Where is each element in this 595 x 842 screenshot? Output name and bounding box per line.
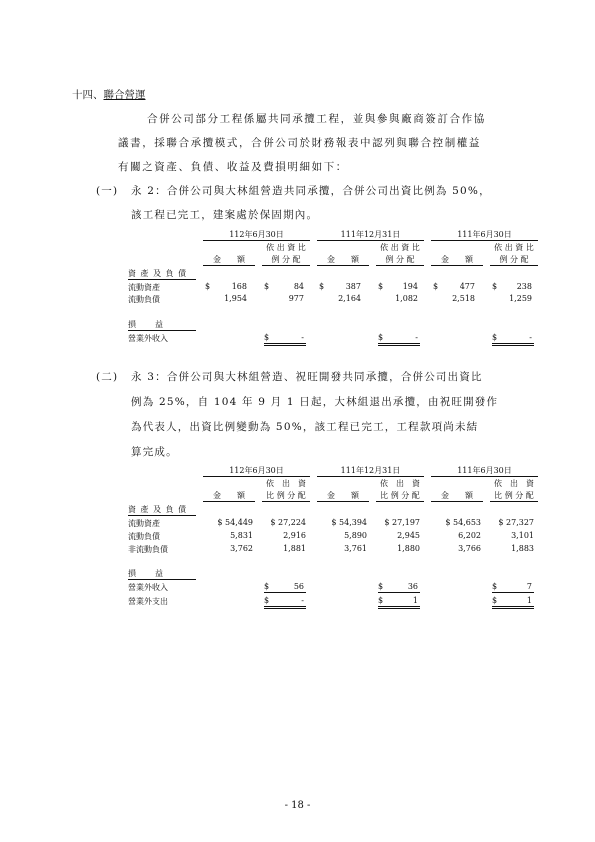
t2-ratio-top-1: 依 出 資	[266, 479, 306, 488]
t1-amount-3: 金 額	[431, 254, 483, 266]
t1-ratio-bot-2: 例 分 配	[376, 254, 424, 266]
t1-row-header: 資 產 及 負 債	[128, 268, 196, 280]
item1-line-1: 永 2：合併公司與大林組營造共同承攬，合併公司出資比例為 50%，	[131, 185, 491, 197]
t1-amount-2: 金 額	[317, 254, 369, 266]
t1-cell: 1,259	[509, 294, 532, 303]
t1-cell: 1,954	[224, 294, 247, 303]
t1-cell: 238	[516, 282, 532, 291]
t2-pl-cell: $ 1	[378, 596, 420, 609]
t1-cell: $	[319, 282, 325, 291]
t1-cell: $	[492, 282, 498, 291]
t2-cell: $ 54,394	[331, 518, 367, 527]
t1-cell: $	[264, 282, 270, 291]
t2-pl-cell: $ 36	[378, 582, 418, 591]
t2-amount-1: 金 額	[203, 490, 255, 502]
item2-line-3: 為代表人，出資比例變動為 50%，該工程已完工，工程款項尚未結	[131, 421, 479, 433]
t2-pl-header: 損 益	[128, 568, 196, 580]
t2-pl-cell: $ -	[264, 596, 306, 609]
section-heading	[72, 87, 146, 102]
t1-cell: 977	[288, 294, 304, 303]
t1-cell: 1,082	[395, 294, 418, 303]
t2-period-2: 111年12月31日	[317, 465, 424, 477]
item2-label: (二)	[96, 371, 119, 383]
t1-pl-cell: $ -	[378, 333, 420, 346]
t2-pl-label: 營業外收入	[128, 583, 168, 592]
t1-period-3: 111年6月30日	[431, 229, 538, 241]
intro-line-2: 議書，採聯合承攬模式，合併公司於財務報表中認列與聯合控制權益	[118, 137, 481, 149]
t1-cell: 2,518	[452, 294, 475, 303]
t1-cell: 194	[402, 282, 418, 291]
item2-line-4: 算完成。	[131, 446, 178, 458]
t1-period-1: 112年6月30日	[203, 229, 310, 241]
t2-cell: $ 27,197	[384, 518, 420, 527]
t2-row-label: 流動負債	[128, 532, 160, 541]
t1-ratio-bot-1: 例 分 配	[262, 254, 310, 266]
t2-cell: 2,945	[397, 531, 420, 540]
t1-ratio-top-3: 依 出 資 比	[494, 243, 534, 252]
t1-row-label: 流動資產	[128, 283, 160, 292]
section-number: 十四、	[72, 89, 104, 101]
t2-cell: 6,202	[458, 531, 481, 540]
t1-pl-header: 損 益	[128, 319, 196, 331]
intro-line-3: 有關之資產、負債、收益及費損明細如下：	[118, 161, 348, 173]
t1-cell: 477	[459, 282, 475, 291]
t2-cell: 5,831	[230, 531, 253, 540]
item1-label: (一)	[96, 185, 119, 197]
t1-amount-1: 金 額	[203, 254, 255, 266]
item2-line-2: 例為 25%，自 104 年 9 月 1 日起，大林組退出承攬，由祝旺開發作	[131, 396, 499, 408]
t1-cell: 387	[345, 282, 361, 291]
item1-line-2: 該工程已完工，建案處於保固期內。	[131, 209, 319, 221]
t1-ratio-top-1: 依 出 資 比	[266, 243, 306, 252]
section-title: 聯合營運	[103, 89, 146, 101]
item2-line-1: 永 3：合併公司與大林組營造、祝旺開發共同承攬，合併公司出資比	[131, 371, 483, 383]
t2-cell: 1,881	[283, 544, 306, 553]
t2-ratio-top-3: 依 出 資	[494, 479, 534, 488]
t2-cell: 1,880	[397, 544, 420, 553]
intro-line-1: 合併公司部分工程係屬共同承攬工程，並與參與廠商簽訂合作協	[147, 113, 486, 125]
t2-period-1: 112年6月30日	[203, 465, 310, 477]
t2-row-header: 資 產 及 負 債	[128, 504, 196, 516]
t2-pl-cell: $ 7	[492, 582, 532, 591]
t2-ratio-bot-1: 比 例 分 配	[262, 490, 310, 502]
t2-pl-cell: $ 56	[264, 582, 304, 591]
t1-pl-cell: $ -	[492, 333, 534, 346]
t1-cell: $	[433, 282, 439, 291]
t2-cell: $ 27,327	[498, 518, 534, 527]
t2-amount-2: 金 額	[317, 490, 369, 502]
t2-cell: 3,761	[344, 544, 367, 553]
t2-cell: 3,766	[458, 544, 481, 553]
t2-cell: 5,890	[344, 531, 367, 540]
t2-cell: 1,883	[511, 544, 534, 553]
t2-cell: 3,101	[511, 531, 534, 540]
t1-ratio-bot-3: 例 分 配	[490, 254, 538, 266]
t2-row-label: 流動資產	[128, 519, 160, 528]
t1-cell: $	[378, 282, 384, 291]
t2-cell: 3,762	[230, 544, 253, 553]
t1-period-2: 111年12月31日	[317, 229, 424, 241]
t2-period-3: 111年6月30日	[431, 465, 538, 477]
t1-cell: $	[205, 282, 211, 291]
t2-cell: 2,916	[283, 531, 306, 540]
t2-amount-3: 金 額	[431, 490, 483, 502]
t2-pl-cell: $ 1	[492, 596, 534, 609]
t2-cell: $ 54,449	[217, 518, 253, 527]
t1-row-label: 流動負債	[128, 295, 160, 304]
t2-cell: $ 54,653	[445, 518, 481, 527]
t1-ratio-top-2: 依 出 資 比	[380, 243, 420, 252]
t1-cell: 2,164	[338, 294, 361, 303]
t1-cell: 168	[231, 282, 247, 291]
t2-ratio-bot-3: 比 例 分 配	[490, 490, 538, 502]
page-number: - 18 -	[284, 800, 311, 811]
t2-pl-label: 營業外支出	[128, 597, 168, 606]
t2-cell: $ 27,224	[270, 518, 306, 527]
t2-ratio-bot-2: 比 例 分 配	[376, 490, 424, 502]
t2-ratio-top-2: 依 出 資	[380, 479, 420, 488]
t1-pl-cell: $ -	[264, 333, 306, 346]
t1-pl-label: 營業外收入	[128, 334, 168, 343]
t2-row-label: 非流動負債	[128, 545, 168, 554]
t1-cell: 84	[293, 282, 304, 291]
